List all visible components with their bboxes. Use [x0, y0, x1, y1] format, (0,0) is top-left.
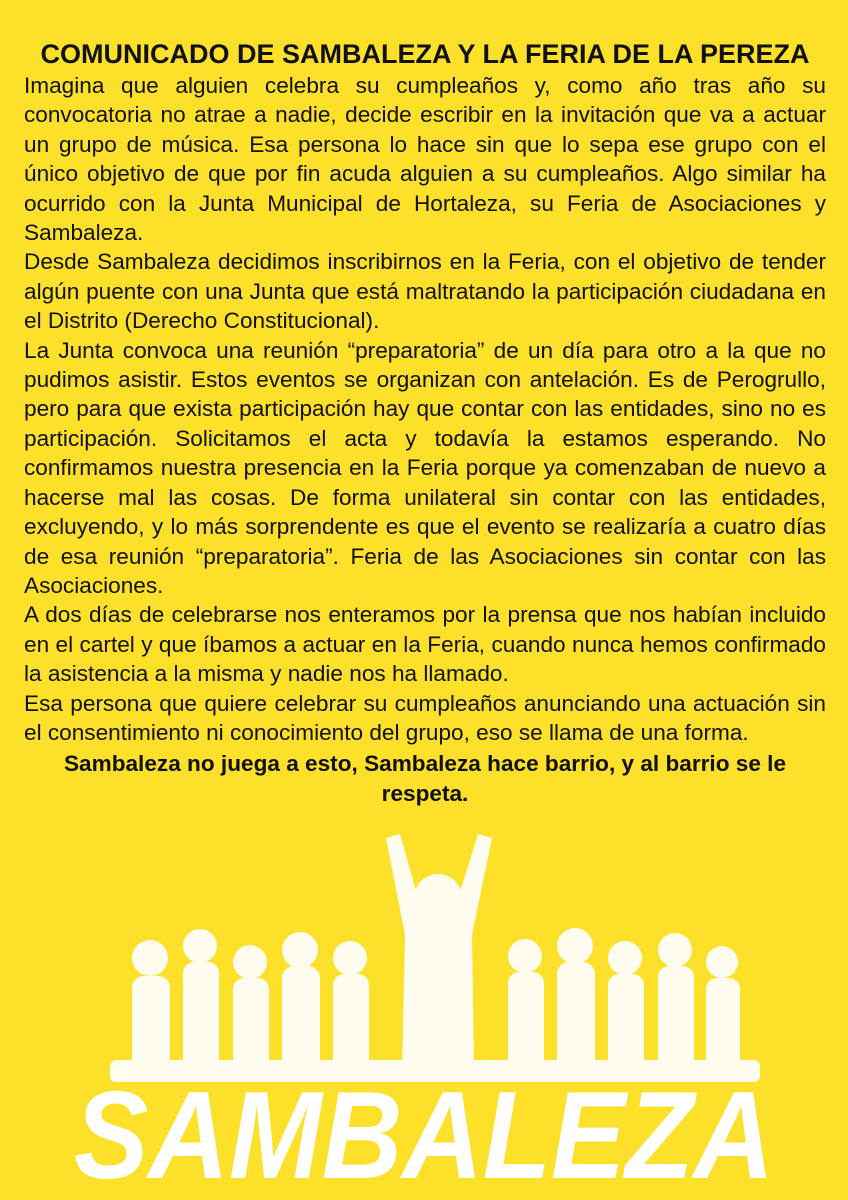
- paragraph: Desde Sambaleza decidimos inscribirnos en la Feria, con el objetivo de tender algún puente con una Junta que está maltratando la participación ciudadana en el Distrito (Derecho Constitucional).: [24, 249, 826, 334]
- paragraph: Imagina que alguien celebra su cumpleaños y, como año tras año su convocatoria no atrae a nadie, decide escribir en la invitación que va a actuar un grupo de música. Esa persona lo hace sin que lo sepa ese grupo con el único objetivo de que por fin acuda alguien a su cumpleaños. Algo similar ha ocurrido con la Junta Municipal de Hortaleza, su Feria de Asociaciones y Sambaleza.: [24, 73, 826, 246]
- paragraph: La Junta convoca una reunión “preparatoria” de un día para otro a la que no pudimos asistir. Estos eventos se organizan con antelación. Es de Perogrullo, pero para que exista participación hay que contar con las entidades, sino no es participación. Solicitamos el acta y todavía la estamos esperando. No confirmamos nuestra presencia en la Feria porque ya comenzaban de nuevo a hacerse mal las cosas. De forma unilateral sin contar con las entidades, excluyendo, y lo más sorprendente es que el evento se realizaría a cuatro días de esa reunión “preparatoria”. Feria de las Asociaciones sin contar con las Asociaciones.: [24, 337, 826, 598]
- crowd-silhouette: [110, 834, 760, 1082]
- closing-statement: Sambaleza no juega a esto, Sambaleza hace barrio, y al barrio se le respeta.: [63, 751, 787, 806]
- communique-title: COMUNICADO DE SAMBALEZA Y LA FERIA DE LA PEREZA: [40, 39, 810, 69]
- paragraph: Esa persona que quiere celebrar su cumpleaños anunciando una actuación sin el consentimiento ni conocimiento del grupo, eso se llama de una forma.: [24, 690, 826, 745]
- sambaleza-wordmark: SAMBALEZA: [74, 1067, 774, 1200]
- paragraph: A dos días de celebrarse nos enteramos por la prensa que nos habían incluido en el cartel y que íbamos a actuar en la Feria, cuando nunca hemos confirmado la asistencia a la misma y nadie nos ha llamado.: [24, 602, 826, 687]
